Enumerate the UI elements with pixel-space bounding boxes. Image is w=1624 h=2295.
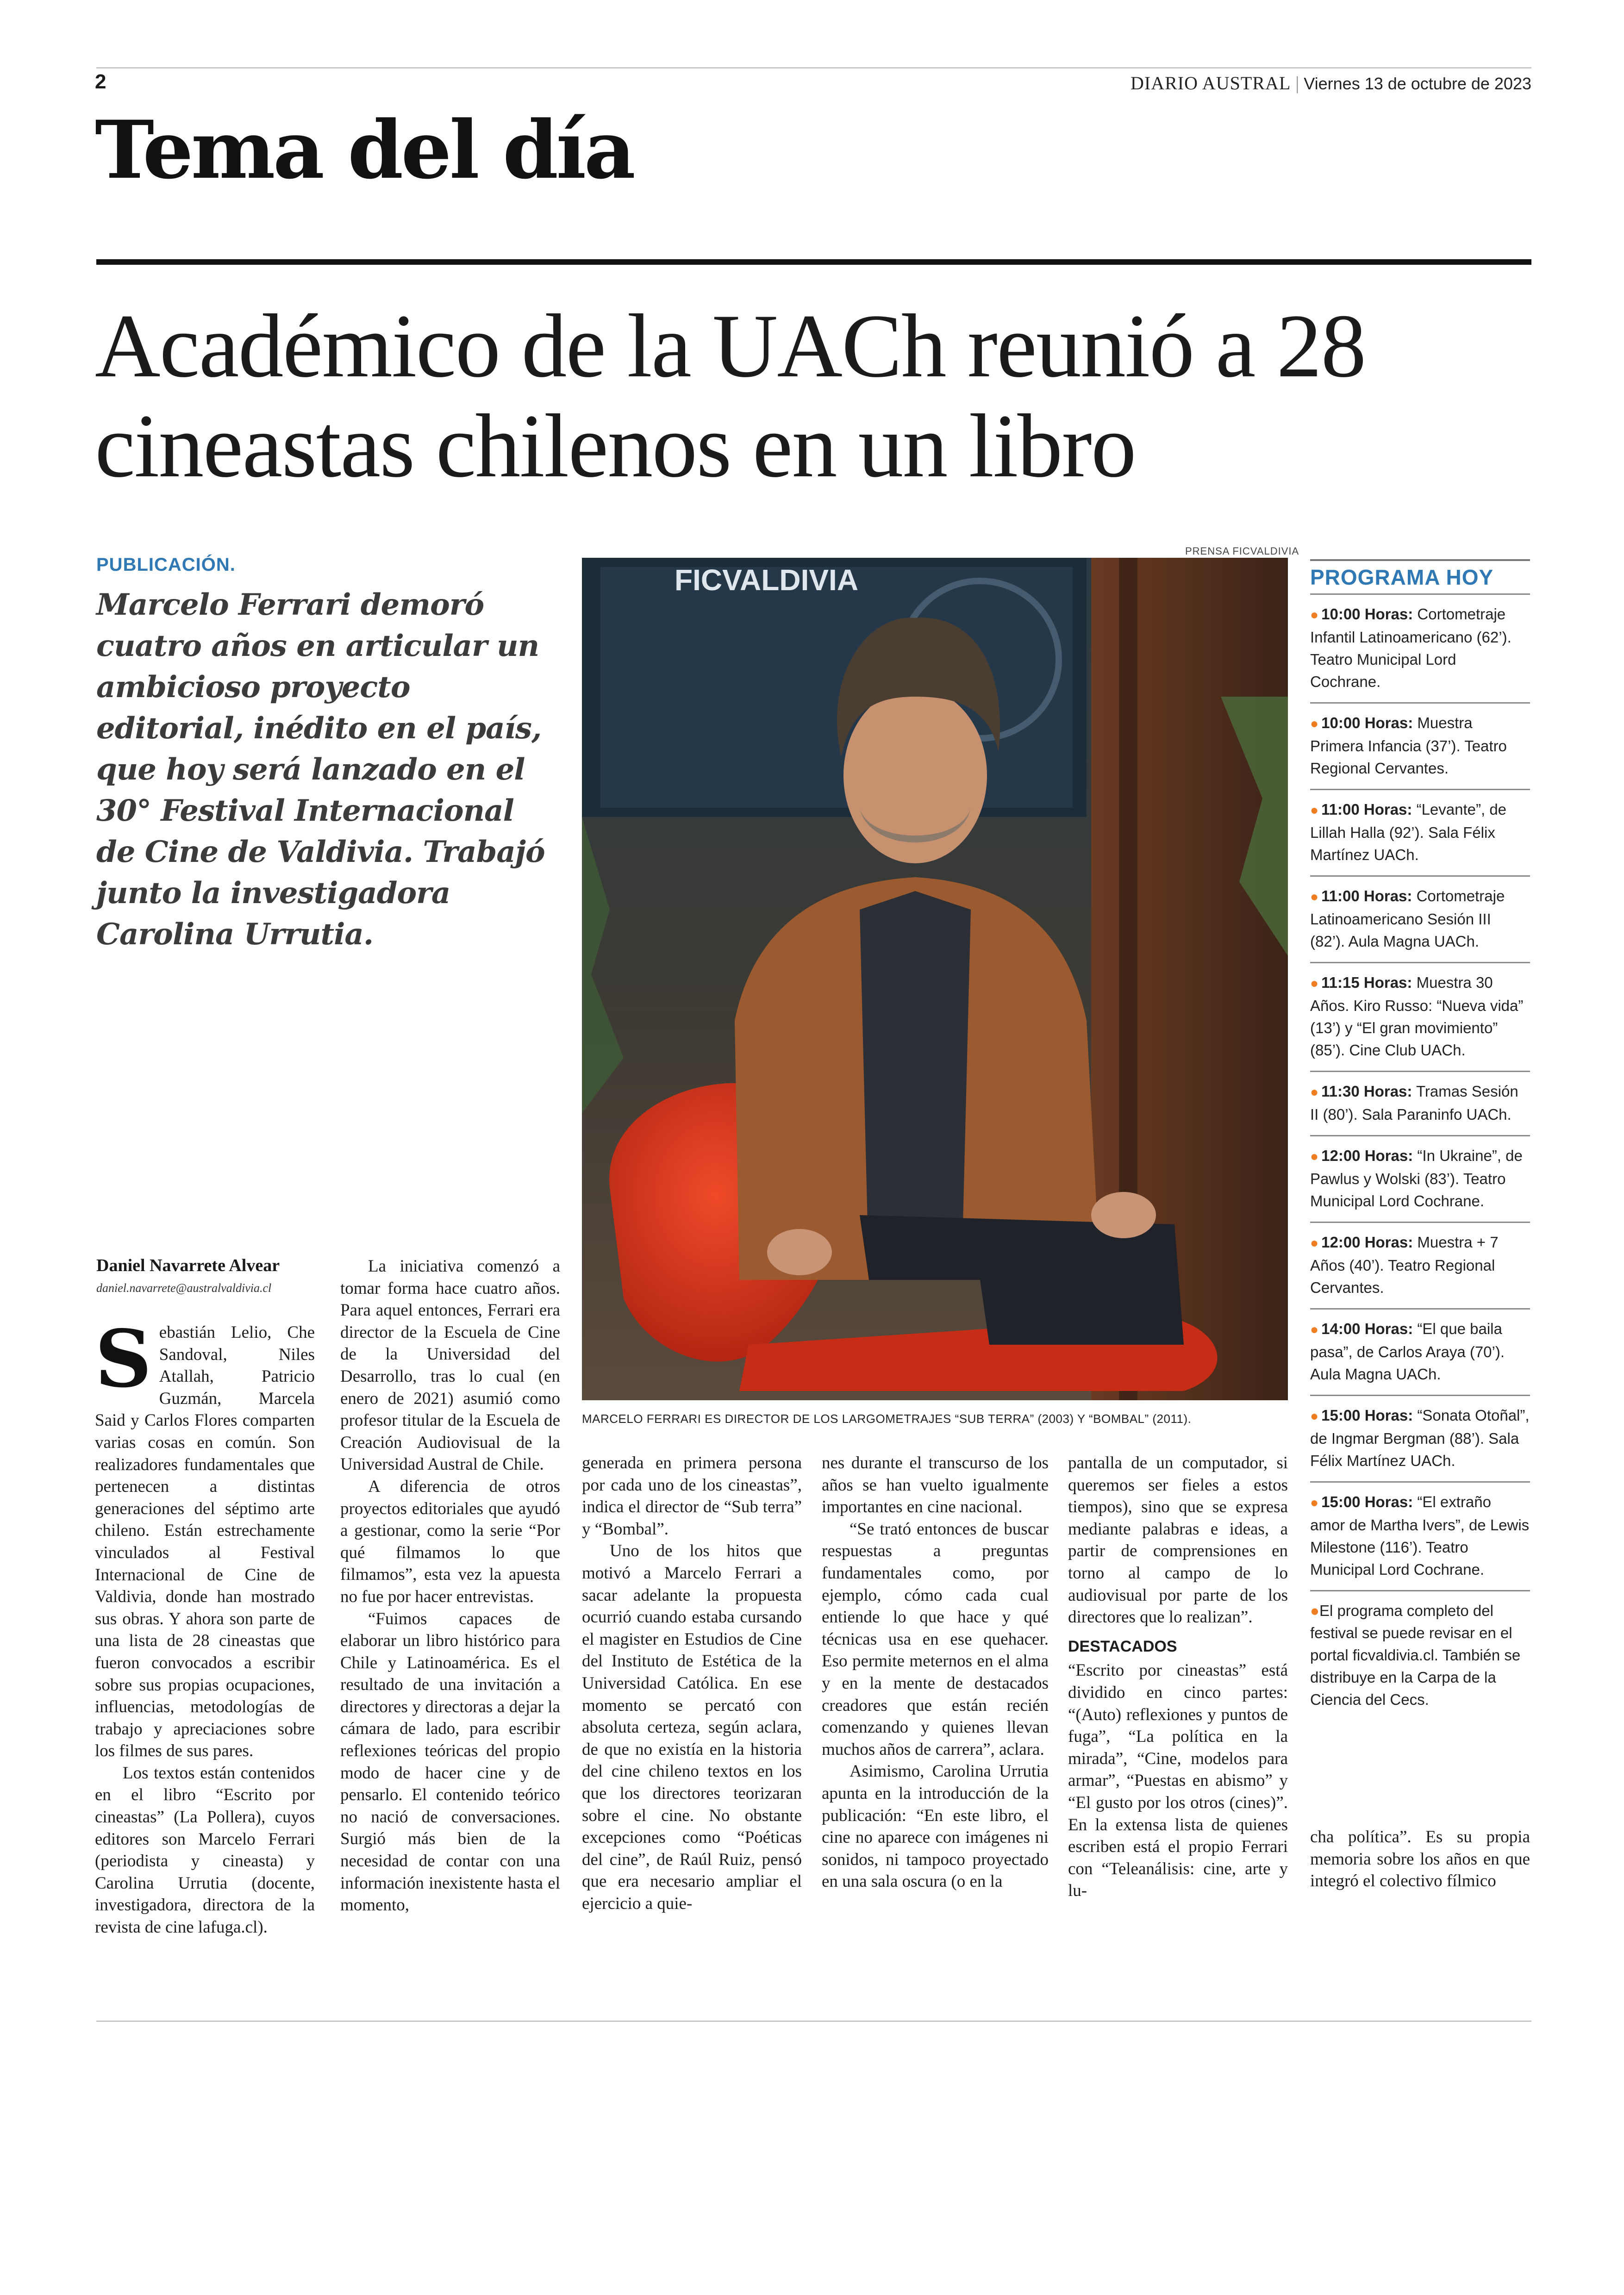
poster-text: FICVALDIVIA [675, 563, 859, 597]
body-paragraph: A diferencia de otros proyectos editoriales que ayudó a gestionar, como la serie “Por qué filmamos lo que filmamos”, esta vez la apuesta no fue por hacer entrevistas. [340, 1477, 560, 1606]
programa-item [1310, 593, 1530, 702]
section-rule [96, 259, 1531, 265]
programa-desc: Tramas Sesión II (80’). Sala Paraninfo UACh. [1310, 1083, 1518, 1123]
programa-desc: “Levante”, de Lillah Halla (92’). Sala Félix Martínez UACh. [1310, 801, 1507, 863]
programa-time: 10:00 Horas: [1321, 605, 1413, 623]
drop-cap: S [95, 1313, 152, 1405]
page-number: 2 [95, 70, 106, 93]
programa-item [1310, 1395, 1530, 1481]
programa-item [1310, 1308, 1530, 1395]
body-column-4 [822, 1452, 1049, 1893]
top-rule [96, 67, 1531, 69]
body-paragraph: cha política”. Es su propia memoria sobre los años en que integró el colectivo fílmico [1310, 1827, 1530, 1891]
body-paragraph: nes durante el transcurso de los años se han vuelto igualmente importantes en cine nacional. [822, 1453, 1049, 1517]
bullet-icon: ● [1310, 1602, 1319, 1619]
programa-item [1310, 875, 1530, 962]
lead-kicker: PUBLICACIÓN. [96, 555, 236, 575]
bullet-icon: ● [1310, 1322, 1319, 1337]
programa-desc: “El que baila pasa”, de Carlos Araya (70’). Aula Magna UACh. [1310, 1320, 1505, 1383]
bullet-icon: ● [1310, 607, 1319, 623]
bullet-icon: ● [1310, 1235, 1319, 1251]
programa-title: PROGRAMA HOY [1310, 565, 1494, 589]
programa-time: 15:00 Horas: [1321, 1493, 1413, 1510]
bullet-icon: ● [1310, 976, 1319, 991]
bottom-rule [96, 2021, 1531, 2022]
bullet-icon: ● [1310, 1149, 1319, 1164]
programa-time: 10:00 Horas: [1321, 714, 1413, 731]
body-paragraph: pantalla de un computador, si queremos ser fieles a estos tiempos), sino que se expresa mediante palabras e ideas, a partir de comprensiones en torno al campo de lo audiovisual por parte de los directores que lo realizan”. [1068, 1453, 1288, 1627]
body-paragraph: Los textos están contenidos en el libro “Escrito por cineastas” (La Pollera), cuyos editores son Marcelo Ferrari (periodista y cineasta) y Carolina Urrutia (docente, investigadora, directora de la revista de cine lafuga.cl). [95, 1763, 315, 1937]
programa-time: 12:00 Horas: [1321, 1234, 1413, 1251]
photo-credit: PRENSA FICVALDIVIA [1185, 545, 1299, 557]
programa-note-text: El programa completo del festival se puede revisar en el portal ficvaldivia.cl. También se distribuye en la Carpa de la Ciencia del Cecs. [1310, 1602, 1521, 1708]
programa-desc: Muestra Primera Infancia (37’). Teatro Regional Cervantes. [1310, 714, 1507, 777]
programa-time: 11:00 Horas: [1321, 801, 1412, 818]
bullet-icon: ● [1310, 803, 1319, 818]
section-title: Tema del día [95, 103, 633, 197]
bullet-icon: ● [1310, 1409, 1319, 1424]
programa-time: 11:15 Horas: [1321, 974, 1412, 991]
programa-time: 12:00 Horas: [1321, 1147, 1413, 1164]
byline-author: Daniel Navarrete Alvear [96, 1256, 280, 1275]
masthead [1131, 72, 1531, 94]
programa-top-rule [1310, 559, 1530, 561]
body-paragraph: La iniciativa comenzó a tomar forma hace cuatro años. Para aquel entonces, Ferrari era director de la Escuela de Cine de la Universidad del Desarrollo, tras lo cual (en enero de 2021) asumió como profesor titular de la Escuela de Creación Audiovisual de la Universidad Austral de Chile. [340, 1257, 560, 1474]
body-column-6 [1310, 1826, 1530, 1892]
headline: Académico de la UACh reunió a 28 cineastas chilenos en un libro [95, 296, 1366, 496]
newspaper-name: DIARIO AUSTRAL [1131, 73, 1291, 94]
programa-item [1310, 1222, 1530, 1308]
programa-desc: “In Ukraine”, de Pawlus y Wolski (83’). Teatro Municipal Lord Cochrane. [1310, 1147, 1523, 1210]
programa-time: 11:30 Horas: [1321, 1083, 1412, 1100]
photo-illustration [582, 558, 1288, 1400]
programa-item [1310, 1481, 1530, 1590]
photo-caption: MARCELO FERRARI ES DIRECTOR DE LOS LARGOMETRAJES “SUB TERRA” (2003) Y “BOMBAL” (2011). [582, 1412, 1192, 1426]
programa-desc: Cortometraje Latinoamericano Sesión III (82’). Aula Magna UACh. [1310, 887, 1505, 950]
masthead-separator: | [1295, 73, 1299, 94]
programa-item [1310, 962, 1530, 1071]
programa-list [1310, 593, 1530, 1721]
programa-desc: “Sonata Otoñal”, de Ingmar Bergman (88’). Sala Félix Martínez UACh. [1310, 1407, 1530, 1469]
body-paragraph [95, 1313, 315, 1762]
programa-desc: Muestra + 7 Años (40’). Teatro Regional Cervantes. [1310, 1234, 1499, 1296]
programa-item [1310, 1135, 1530, 1222]
programa-time: 14:00 Horas: [1321, 1320, 1413, 1337]
programa-note [1310, 1590, 1530, 1721]
body-column-2 [340, 1255, 560, 1916]
programa-desc: Muestra 30 Años. Kiro Russo: “Nueva vida” (13’) y “El gran movimiento” (85’). Cine Club UACh. [1310, 974, 1524, 1059]
body-paragraph: “Se trató entonces de buscar respuestas a preguntas fundamentales como, por ejemplo, cómo cada cual entiende lo que hace y qué técnicas usa en ese quehacer. Eso permite meternos en el alma y en la mente de destacados creadores que están recién comenzando y quienes llevan muchos años de carrera”, aclara. [822, 1519, 1049, 1759]
photo-marcelo-ferrari [582, 558, 1288, 1400]
byline-email: daniel.navarrete@australvaldivia.cl [96, 1281, 272, 1295]
body-column-1 [95, 1313, 315, 1939]
body-paragraph: Asimismo, Carolina Urrutia apunta en la introducción de la publicación: “En este libro, el cine no aparece con imágenes ni sonidos, ni tampoco proyectado en una sala oscura (o en la [822, 1762, 1049, 1891]
subhead-destacados: DESTACADOS [1068, 1637, 1177, 1655]
programa-item [1310, 702, 1530, 789]
programa-desc: Cortometraje Infantil Latinoamericano (62’). Teatro Municipal Lord Cochrane. [1310, 605, 1512, 690]
lead-text: Marcelo Ferrari demoró cuatro años en articular un ambicioso proyecto editorial, inédito en el país, que hoy será lanzado en el 30° Festival Internacional de Cine de Valdivia. Trabajó junto la investigadora Carolina Urrutia. [96, 587, 545, 952]
programa-time: 15:00 Horas: [1321, 1407, 1413, 1424]
programa-item [1310, 789, 1530, 875]
body-paragraph: generada en primera persona por cada uno de los cineastas”, indica el director de “Sub terra” y “Bombal”. [582, 1453, 802, 1539]
programa-desc: “El extraño amor de Martha Ivers”, de Lewis Milestone (116’). Teatro Municipal Lord Cochrane. [1310, 1493, 1530, 1578]
bullet-icon: ● [1310, 1495, 1319, 1510]
body-paragraph: Uno de los hitos que motivó a Marcelo Ferrari a sacar adelante la propuesta ocurrió cuando estaba cursando el magister en Estudios de Cine del Instituto de Estética de la Universidad Católica. En ese momento se percató con absoluta certeza, según aclara, de que no existía en la historia del cine chileno textos en los que los directores teorizaran sobre el cine. No obstante excepciones como “Poéticas del cine”, de Raúl Ruiz, pensó que era necesario ampliar el ejercicio a quie- [582, 1541, 802, 1913]
body-column-5 [1068, 1452, 1288, 1902]
bullet-icon: ● [1310, 716, 1319, 731]
bullet-icon: ● [1310, 1085, 1319, 1100]
programa-item [1310, 1071, 1530, 1135]
body-text: ebastián Lelio, Che Sandoval, Niles Atallah, Patricio Guzmán, Marcela Said y Carlos Flores comparten varias cosas en común. Son realizadores fundamentales que pertenecen a distintas generaciones del séptimo arte chileno. Están estrechamente vinculados al Festival Internacional de Cine de Valdivia, donde han mostrado sus obras. Y ahora son parte de una lista de 28 cineastas que fueron convocados a escribir sobre sus propias ocupaciones, influencias, metodologías de trabajo y apreciaciones sobre los filmes de sus pares. [95, 1323, 315, 1761]
publication-date: Viernes 13 de octubre de 2023 [1304, 74, 1531, 93]
body-column-3 [582, 1452, 802, 1915]
programa-time: 11:00 Horas: [1321, 887, 1412, 904]
body-paragraph: “Fuimos capaces de elaborar un libro histórico para Chile y Latinoamérica. Es el resultado de una invitación a directores y directoras a dejar la cámara de lado, para escribir reflexiones teóricas del propio modo de hacer cine y de pensarlo. El contenido teórico no nació de conversaciones. Surgió más bien de la necesidad de contar con una información inexistente hasta el momento, [340, 1609, 560, 1915]
bullet-icon: ● [1310, 889, 1319, 904]
body-paragraph: “Escrito por cineastas” está dividido en cinco partes: “(Auto) reflexiones y puntos de fuga”, “La política en la mirada”, “Cine, modelos para armar”, “Puestas en abismo” y “El gusto por los otros (cines)”. En la extensa lista de quienes escriben está el propio Ferrari con “Teleanálisis: cine, arte y lu- [1068, 1661, 1288, 1901]
